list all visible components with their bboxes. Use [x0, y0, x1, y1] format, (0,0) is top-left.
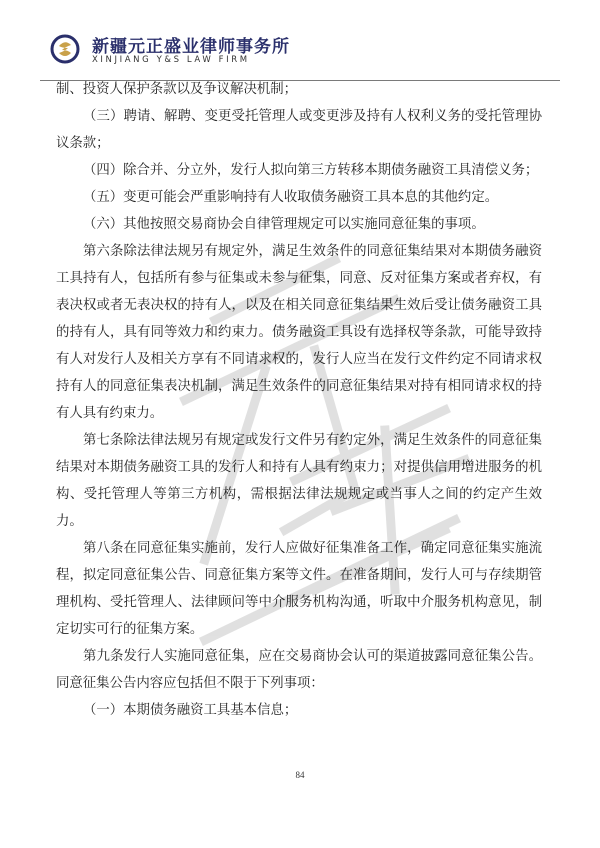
paragraph: （六）其他按照交易商协会自律管理规定可以实施同意征集的事项。 — [83, 217, 485, 232]
yuanzheng-logo-icon — [50, 34, 80, 64]
paragraph: 第六条除法律法规另有规定外，满足生效条件的同意征集结果对本期债务融资工具持有人，包括所有参与征集或未参与征集，同意、反对征集方案或者弃权，有表决权或者无表决权的持有人，以及在相关同意征集结果生效后受让债务融资工具的持有人，具有同等效力和约束力。债务融资工具设有选择权等条款，可能导致持有人对发行人及相关方享有不同请求权的，发行人应当在发行文件约定不同请求权持有人的同意征集表决机制，满足生效条件的同意征集结果对持有相同请求权的持有人具有约束力。 — [56, 244, 542, 421]
firm-name-cn: 新疆元正盛业律师事务所 — [92, 37, 290, 57]
paragraph: （五）变更可能会严重影响持有人收取债务融资工具本息的其他约定。 — [83, 190, 499, 205]
paragraph: （四）除合并、分立外，发行人拟向第三方转移本期债务融资工具清偿义务； — [83, 163, 539, 178]
page-number: 84 — [295, 770, 305, 780]
paragraph: 第九条发行人实施同意征集，应在交易商协会认可的渠道披露同意征集公告。同意征集公告内容应包括但不限于下列事项： — [56, 649, 542, 691]
paragraph: 第八条在同意征集实施前，发行人应做好征集准备工作，确定同意征集实施流程，拟定同意征集公告、同意征集方案等文件。在准备期间，发行人可与存续期管理机构、受托管理人、法律顾问等中介服务机构沟通，听取中介服务机构意见，制定切实可行的征集方案。 — [56, 541, 542, 637]
paragraph: 第七条除法律法规另有规定或发行文件另有约定外，满足生效条件的同意征集结果对本期债务融资工具的发行人和持有人具有约束力；对提供信用增进服务的机构、受托管理人等第三方机构，需根据法律法规规定或当事人之间的约定产生效力。 — [56, 433, 542, 529]
paragraph: （一）本期债务融资工具基本信息； — [83, 703, 298, 718]
paragraph: 制、投资人保护条款以及争议解决机制； — [56, 82, 298, 97]
paragraph: （三）聘请、解聘、变更受托管理人或变更涉及持有人权利义务的受托管理协议条款； — [56, 109, 542, 151]
firm-name-en: XINJIANG Y&S LAW FIRM — [92, 55, 250, 65]
page-header — [40, 30, 560, 82]
document-body — [56, 76, 542, 724]
